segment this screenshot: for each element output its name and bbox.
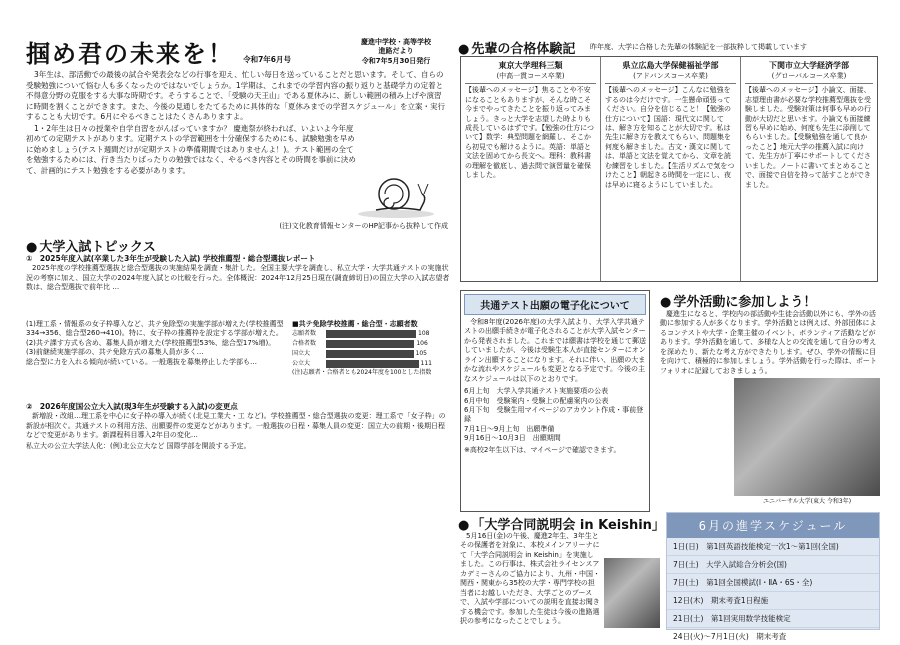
schedule-heading: 6月の進学スケジュール — [667, 513, 879, 538]
senpai-heading: ● 先輩の合格体験記 — [458, 38, 575, 57]
denshi-heading: 共通テスト出願の電子化について — [464, 294, 646, 315]
denshi-box — [460, 290, 650, 512]
schedule-row: 7日(土) 第1回全国模試(Ⅰ・ⅡA・6S・全) — [667, 574, 879, 592]
course-name: (グローバルコース卒業) — [771, 71, 847, 80]
topic2-title: ② 2026年度国公立大入試(現3年生が受験する入試)の変更点 — [26, 402, 238, 411]
chart-bar-label: 国立大 — [292, 350, 311, 358]
schedule-row: 7日(土) 大学入試総合分析会(国) — [667, 556, 879, 574]
chart-bar-label: 志願者数 — [292, 330, 317, 338]
column-header — [605, 59, 736, 84]
chart-bar-row — [292, 339, 452, 349]
list-item: 9月16日～10月3日 出願期間 — [464, 434, 561, 443]
list-item: 総合型に力を入れる傾向が続いている。一般選抜を募集停止した学部も… — [26, 357, 257, 366]
topic1-body: 2025年度の学校推薦型選抜と総合型選抜の実施結果を調査・集計した。全国主要大学を調査し、私立大学・大学共通テストの実施状況の考察に加え、国立大学の2024年度入試との比較を行った。全体概況：2024年12月25日現在(調査締切日)の国立大学の入試志望者数は、総合型選抜で前年比 … — [26, 264, 450, 291]
schedule-row: 1日(日) 第1回英語技能検定一次1～第1回(全国) — [667, 538, 879, 556]
chart-bar-value: 106 — [416, 340, 428, 348]
topic1-list — [26, 320, 288, 367]
school-name: 慶進中学校・高等学校 — [361, 38, 431, 46]
photo-caption: ユニバーサル大学(東大 令和3年) — [762, 498, 852, 505]
godo-heading: ● 「大学合同説明会 in Keishin」 — [458, 514, 665, 533]
chart-bar-row — [292, 359, 452, 369]
senpai-subtitle: 昨年度、大学に合格した先輩の体験記を一部抜粋して掲載しています — [590, 43, 807, 51]
list-item: (1)理工系・情報系の女子枠導入など、共テ免除型の実施学部が増えた(学校推薦型334→356、総合型260→410)。特に、女子枠の推薦枠を設定する学部が増えた。 — [26, 320, 284, 338]
denshi-body: 令和8年度(2026年度)の大学入試より、大学入学共通テストの出願手続きが電子化されることが大学入試センターから発表されました。これまでは願書は学校を通じて郵送していましたが、今後は受験生本人が直接センターにオンライン出願することになります。それに伴い、出願の大まかな流れやスケジュールも変更となる予定です。今後の主なスケジュールは以下のとおりです。 — [464, 318, 646, 383]
gakugai-heading: ● 学外活動に参加しよう！ — [660, 291, 816, 310]
column-body: 【後輩へのメッセージ】焦ることや不安になることもありますが、そんな時こそ今までやってきたことを振り返ってみましょう。きっと大学を志望した時よりも成長しているはずです。【勉強の仕方について】数学：典型問題を網羅し、そこから初見でも解けるように。英語：単語と文法を固めてから長文へ。理科：教科書の理解を徹底し、過去問で演習量を確保しました。 — [465, 86, 595, 180]
chart-note: (注)志願者・合格者とも2024年度を100とした指数 — [292, 369, 432, 377]
course-name: (アドバンスコース卒業) — [633, 71, 708, 80]
award-photo — [734, 378, 880, 496]
godo-body: 5月16日(金)の午後、慶進2年生、3年生とその保護者を対象に、本校メインアリーナにて「大学合同説明会 in Keishin」を実施しました。この行事は、株式会社ライセンスアカデミーさんのご協力により、九州・中国・関西・関東から35校の大学・専門学校の担当者にお越しいただき、大学ごとのブースで、入試や学部についての説明を直接お聞きする機会です。参加した生徒は今後の進路選択の参考になったことでしょう。 — [460, 532, 600, 625]
publish-date: 令和7年5月30日発行 — [361, 56, 431, 65]
column-body: 【後輩へのメッセージ】こんなに勉強をするのは今だけです。一生懸命頑張ってください。自分を信じること！【勉強の仕方について】国語：現代文に関しては、解き方を知ることが大切です。私は先生に解き方を教えてもらい、問題集を何度も解きました。古文・漢文に関しては、単語と文法を覚えてから、文章を読む練習をしました。【生活リズムで気をつけたこと】朝起きる時間を一定にし、夜は早めに寝るようにしていました。 — [605, 86, 735, 189]
intro-credit: (注)文化教育情報センターのHP記事から抜粋して作成 — [279, 222, 448, 230]
school-info — [346, 38, 446, 66]
topic2-body: 新増設・改組…理工系を中心に女子枠の導入が続く(北見工業大・工 など)。学校推薦型・総合型選抜の変更：理工系で「女子枠」の新設が相次ぐ。共通テストの利用方法、出願要件の変更などがあります。一般選抜の日程・募集人員の変更：国立大の前期・後期日程などで変更があります。新課程科目導入2年目の変化… — [26, 412, 446, 439]
event-photo — [604, 558, 660, 628]
school-name: 県立広島大学保健福祉学部 — [622, 61, 719, 70]
schedule-row: 12日(木) 期末考査1日程施 — [667, 592, 879, 610]
intro-block — [26, 70, 446, 177]
chart-bar — [326, 360, 419, 368]
chart-bar-value: 108 — [418, 330, 430, 338]
denshi-note: ※高校2年生以下は、マイページで確認できます。 — [464, 445, 621, 454]
denshi-schedule — [464, 387, 646, 444]
schedule-box — [666, 512, 880, 641]
chart-bar-row — [292, 349, 452, 359]
list-item: 6月中旬 受験案内・受験上の配慮案内の公表 — [464, 396, 609, 405]
chart-rows — [292, 329, 452, 369]
column-body: 【後輩へのメッセージ】小論文、面接、志望理由書が必要な学校推薦型選抜を受験しました。受験対策は何事も早めの行動が大切だと思います。小論文も面接練習も早めに始め、何度も先生に添削してもらいました。【受験勉強を通して良かったこと】地元大学の推薦入試に向けて、先生方が丁寧にサポートしてくださいました。ノートに書いてまとめることで、面接で自信を持って話すことができました。 — [745, 86, 871, 189]
topics-body — [26, 254, 450, 292]
topic2-last: 私立大の公立大学法人化：(例)北公立大など 国際学部を開設する予定。 — [26, 442, 251, 451]
list-item: (2)共テ課す方式も含め、募集人員が増えた(学校推薦型53%、総合型17%増)。 — [26, 338, 276, 347]
schedule-row: 21日(土) 第1回実用数学技能検定 — [667, 610, 879, 628]
senpai-column-1 — [461, 57, 601, 281]
chart-bar-label: 公立大 — [292, 360, 311, 368]
senpai-column-3 — [741, 57, 877, 281]
page-title: 掴め君の未来を！ — [26, 39, 234, 68]
chart-bar-value: 111 — [420, 360, 432, 368]
list-item: 6月上旬 大学入学共通テスト実施要項の公表 — [464, 387, 609, 396]
intro-paragraph-1st2nd: 1・2年生は日々の授業や自学自習をがんばっていますか？ 慶進祭が終われば、いよいよ今年度初めての定期テストがあります。定期テストの学習範囲を十分確保するためにも、試験勉強を早めに始めましょう(テスト週間だけが定期テストの準備期間ではありませんよ！)。テスト範囲の全てを勉強するためには、行き当たりばったりの勉強ではなく、やるべき内容とその時間を事前に決めて、計画的にテスト勉強をする必要があります。 — [26, 123, 356, 175]
list-item: (3)前継続実施学部の、共テ免除方式の募集人員が多く… — [26, 348, 204, 357]
school-name: 下関市立大学経済学部 — [769, 61, 849, 70]
snail-illustration — [356, 166, 436, 220]
course-name: (中高一貫コース卒業) — [496, 71, 565, 80]
senpai-column-2 — [601, 57, 741, 281]
schedule-row: 24日(火)～7月1日(火) 期末考査 — [673, 632, 787, 641]
chart-bar — [326, 340, 414, 348]
column-header — [745, 59, 873, 84]
intro-paragraph-3rd: 3年生は、部活動での最後の試合や発表会などの行事を迎え、忙しい毎日を送っていることだと思います。そして、自らの受験勉強について悩む人も多くなったのではないでしょうか。1学期は、これまでの学習内容の振り返りと基礎学力の定着と不得意分野の克服をする大事な時期です。そうすることで、「受験の天王山」である夏休みに、新しい範囲の積み上げや演習に時間を割くことができます。また、今後の見通しをたてるために具体的な「夏休みまでの学習スケジュール」を立案・実行することも大切です。6月にやるべきことはたくさんありますよ。 — [26, 70, 445, 121]
chart-title: ■共テ免除学校推薦・総合型・志願者数 — [292, 320, 418, 328]
newsletter-name: 進路だより — [378, 47, 414, 56]
list-item: 7月1日～9月上旬 出願準備 — [464, 424, 555, 433]
topics-body-2 — [26, 402, 450, 452]
topics-chart — [292, 320, 452, 390]
chart-bar-value: 105 — [415, 350, 427, 358]
school-name: 東京大学理科三類 — [498, 61, 563, 70]
senpai-columns — [460, 56, 878, 282]
chart-bar-label: 合格者数 — [292, 340, 317, 348]
topic1-title: ① 2025年度入試(卒業した3年生が受験した入試) 学校推薦型・総合型選抜レポート — [26, 254, 316, 263]
column-header — [465, 59, 596, 84]
chart-bar — [326, 350, 414, 358]
topics-heading: ● 大学入試トピックス — [26, 236, 156, 255]
chart-bar-row — [292, 329, 452, 339]
chart-bar — [326, 330, 416, 338]
gakugai-body: 慶進生になると、学校内の部活動や生徒会活動以外にも、学外の活動に参加する人が多くなります。学外活動とは例えば、外部団体によるコンテストや大学・企業主催のイベント、ボランティア活動などがあります。学外活動を通して、多様な人との交流を通して自分の考えを深めたり、新たな考え方ができたりします。ぜひ、学外の情報に目を向けて、積極的に参加しましょう。学外活動を行った際は、ポートフォリオに記録しておきましょう。 — [660, 310, 877, 375]
list-item: 6月下旬 受験生用マイページのアカウント作成・事前登録 — [464, 405, 644, 424]
issue-date: 令和7年6月号 — [243, 55, 292, 64]
